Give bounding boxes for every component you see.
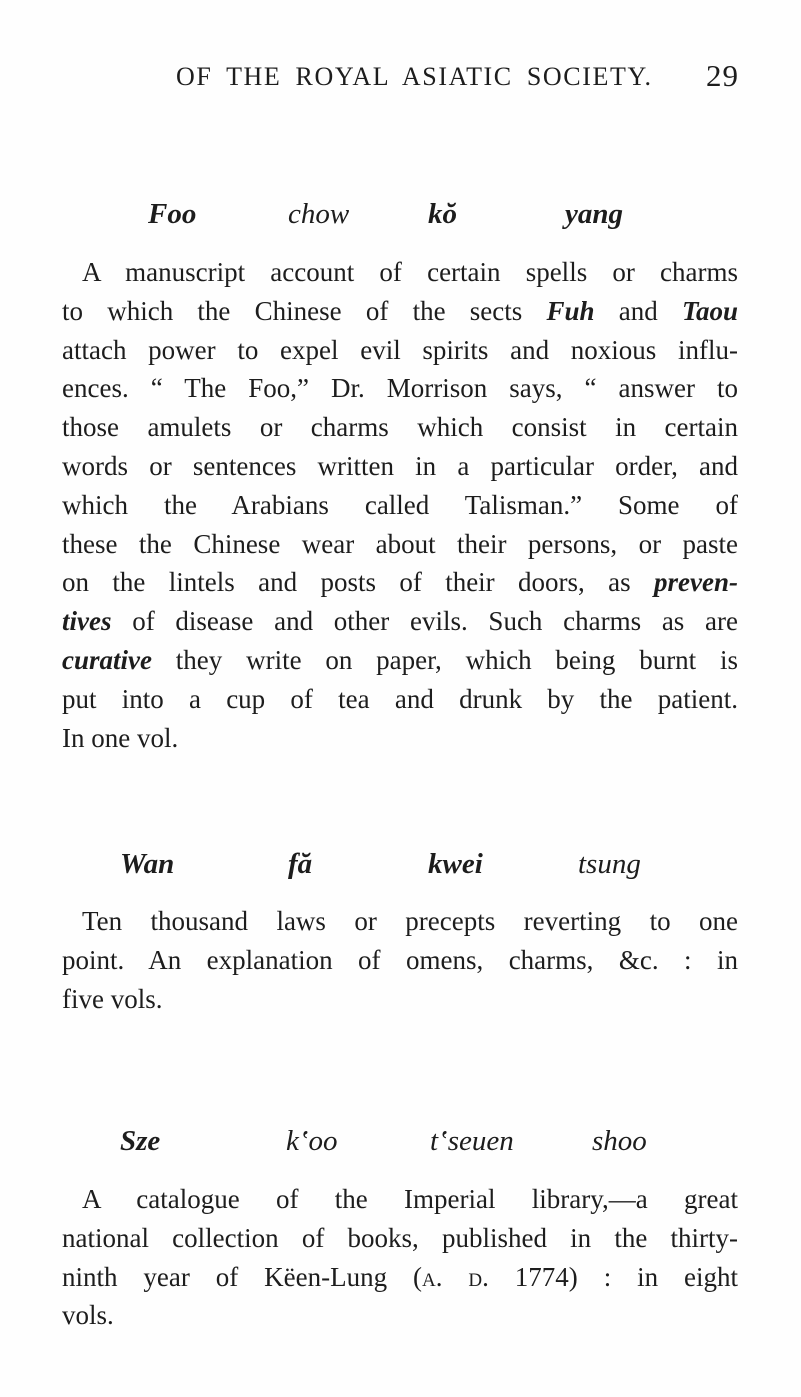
italic-term: tives <box>62 606 112 637</box>
italic-term: Taou <box>681 295 738 326</box>
text-line: those amulets or charms which consist in certain <box>62 412 738 443</box>
title-word: chow <box>288 198 350 230</box>
page-header <box>0 58 801 98</box>
text-line: point. An explanation of omens, charms, &c. : in <box>62 944 738 975</box>
text-line: vols. <box>62 1300 114 1331</box>
title-word: Wan <box>120 848 175 880</box>
title-word: kŏ <box>428 198 457 230</box>
title-word: tsung <box>578 848 641 880</box>
text-line: put into a cup of tea and drunk by the patient. <box>62 683 738 714</box>
italic-term: curative <box>62 644 152 675</box>
title-word: shoo <box>592 1125 647 1157</box>
text-line: to which the Chinese of the sects Fuh and Taou <box>62 295 738 326</box>
entry-description <box>62 1180 738 1335</box>
text-line: five vols. <box>62 983 163 1014</box>
text-line: tives of disease and other evils. Such charms as are <box>62 606 738 637</box>
italic-term: preven- <box>654 567 738 598</box>
text-line: A catalogue of the Imperial library,—a great <box>82 1184 738 1214</box>
text-line: ninth year of Këen-Lung (a. d. 1774) : in eight <box>62 1261 739 1292</box>
text-line: attach power to expel evil spirits and noxious influ- <box>62 334 738 365</box>
title-word: t‛seuen <box>430 1125 514 1157</box>
running-head: OF THE ROYAL ASIATIC SOCIETY. <box>176 62 653 91</box>
title-word: k‛oo <box>286 1125 338 1157</box>
text-line: curative they write on paper, which being burnt is <box>62 644 738 675</box>
text-line: Ten thousand laws or precepts reverting to one <box>82 906 738 936</box>
text-line: these the Chinese wear about their persons, or paste <box>62 528 738 559</box>
title-word: Foo <box>148 198 197 230</box>
entry-description <box>62 253 738 757</box>
title-word: yang <box>565 198 623 230</box>
italic-term: Fuh <box>546 295 595 326</box>
text-line: national collection of books, published in the thirty- <box>62 1222 738 1253</box>
text-line: A manuscript account of certain spells or charms <box>82 257 738 287</box>
title-word: kwei <box>428 848 483 880</box>
entry-title <box>0 198 801 238</box>
page-number: 29 <box>706 58 739 93</box>
small-caps-text: (a. d. <box>413 1261 489 1292</box>
text-line: which the Arabians called Talisman.” Some of <box>62 489 738 520</box>
text-line: ences. “ The Foo,” Dr. Morrison says, “ answer to <box>62 373 738 404</box>
entry-title <box>0 1125 801 1165</box>
text-line: on the lintels and posts of their doors, as preven- <box>62 567 738 598</box>
title-word: Sze <box>120 1125 161 1157</box>
entry-description <box>62 902 738 1018</box>
text-line: words or sentences written in a particular order, and <box>62 450 738 481</box>
entry-title <box>0 848 801 888</box>
text-line: In one vol. <box>62 722 179 753</box>
title-word: fă <box>288 848 313 880</box>
